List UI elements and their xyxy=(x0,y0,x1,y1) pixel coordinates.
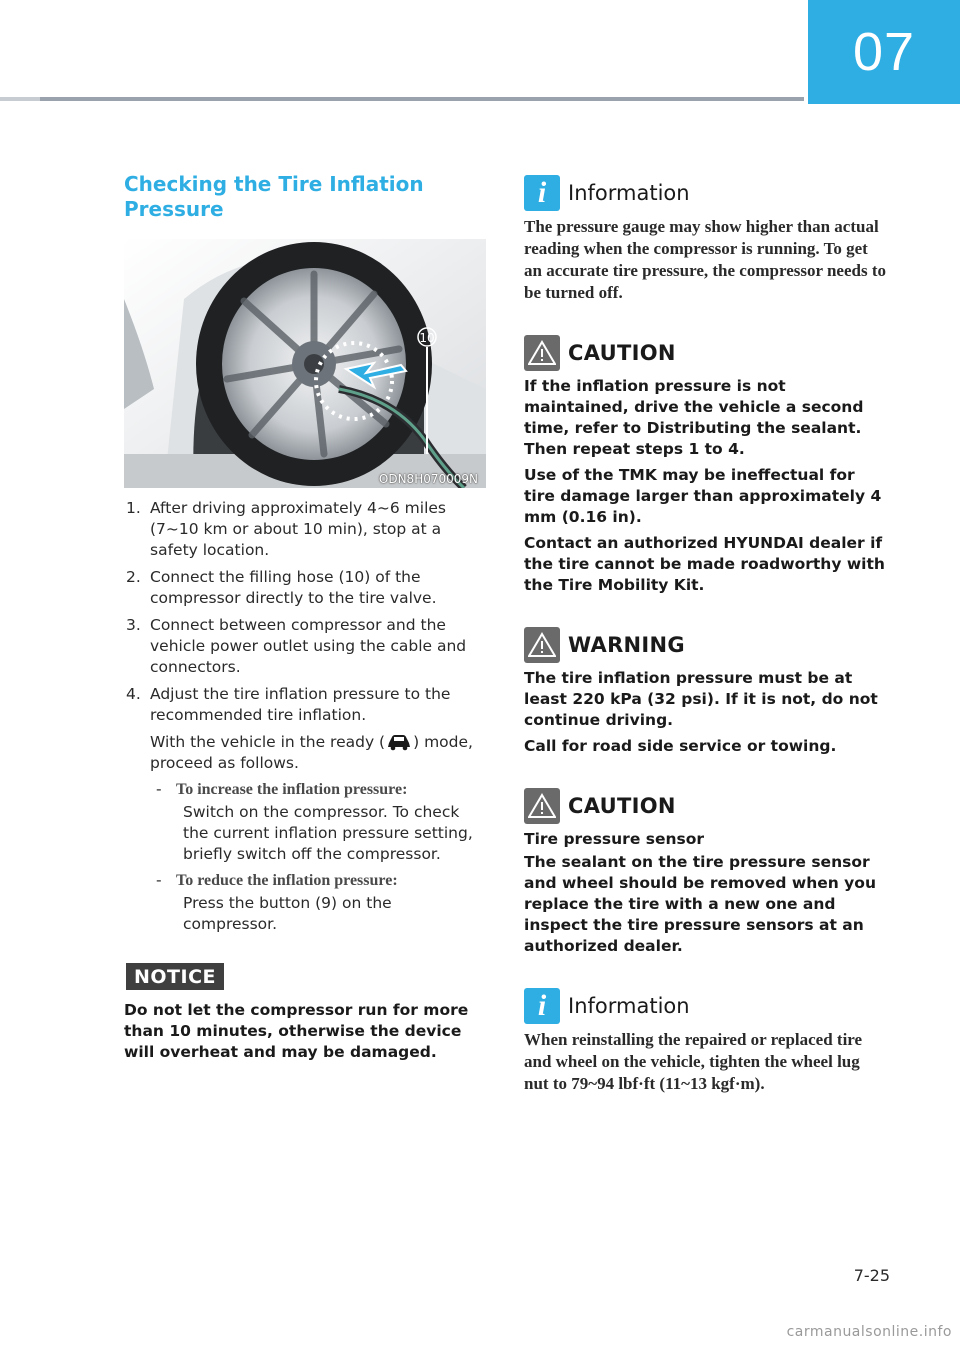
header-rule xyxy=(0,97,804,101)
step-number: 2. xyxy=(126,568,141,586)
chapter-tab: 07 xyxy=(808,0,960,104)
reduce-pressure-body: Press the button (9) on the compressor. xyxy=(183,894,392,933)
caution-paragraph: The sealant on the tire pressure sensor and wheel should be removed when you replace the tire with a new one and inspect the tire pressure sensors at an authorized dealer. xyxy=(524,853,876,955)
step-text: Connect between compressor and the vehicle power outlet using the cable and connectors. xyxy=(150,616,467,676)
caution-box-2 xyxy=(524,787,888,957)
information-title: Information xyxy=(568,181,690,205)
ready-mode-text-before: With the vehicle in the ready ( xyxy=(150,733,386,751)
vehicle-ready-icon xyxy=(386,733,412,751)
information-header xyxy=(524,987,888,1025)
right-column xyxy=(524,174,888,1125)
information-header xyxy=(524,174,888,212)
caution-paragraph: If the inflation pressure is not maintained, drive the vehicle a second time, refer to Distributing the sealant. Then repeat steps 1 to 4. xyxy=(524,377,864,458)
increase-pressure-item xyxy=(150,779,488,865)
reduce-pressure-title: To reduce the inflation pressure: xyxy=(176,872,398,889)
warning-paragraph: The tire inflation pressure must be at least 220 kPa (32 psi). If it is not, do not continue driving. xyxy=(524,669,878,729)
increase-pressure-title: To increase the inflation pressure: xyxy=(176,781,408,798)
dash-mark: - xyxy=(156,871,162,889)
information-box-2 xyxy=(524,987,888,1095)
warning-header xyxy=(524,626,888,664)
header-rule-accent xyxy=(0,97,40,101)
step-4 xyxy=(124,684,488,935)
caution-header xyxy=(524,334,888,372)
increase-pressure-body: Switch on the compressor. To check the current inflation pressure setting, briefly switch off the compressor. xyxy=(183,803,473,863)
caution-icon xyxy=(524,335,560,371)
warning-title: WARNING xyxy=(568,633,685,657)
caution-subtitle: Tire pressure sensor xyxy=(524,830,705,848)
step-text: After driving approximately 4~6 miles (7~10 km or about 10 min), stop at a safety location. xyxy=(150,499,447,559)
step-text: Adjust the tire inflation pressure to the recommended tire inflation. xyxy=(150,685,451,724)
step-3 xyxy=(124,615,488,678)
caution-paragraph: Contact an authorized HYUNDAI dealer if the tire cannot be made roadworthy with the Tire Mobility Kit. xyxy=(524,534,885,594)
caution-paragraph: Use of the TMK may be ineffectual for tire damage larger than approximately 4 mm (0.16 in). xyxy=(524,466,882,526)
information-icon: i xyxy=(524,175,560,211)
caution-box-1 xyxy=(524,334,888,596)
step-4-ready-mode xyxy=(150,732,488,774)
information-text: When reinstalling the repaired or replaced tire and wheel on the vehicle, tighten the wheel lug nut to 79~94 lbf·ft (11~13 kgf·m). xyxy=(524,1030,863,1093)
steps-list xyxy=(124,498,488,935)
watermark: carmanualsonline.info xyxy=(786,1324,952,1340)
caution-header xyxy=(524,787,888,825)
page-number: 7-25 xyxy=(853,1266,890,1285)
step-2 xyxy=(124,567,488,609)
dash-mark: - xyxy=(156,780,162,798)
notice-text: Do not let the compressor run for more than 10 minutes, otherwise the device will overheat and may be damaged. xyxy=(124,1001,469,1061)
step-number: 4. xyxy=(126,685,141,703)
step-text: Connect the filling hose (10) of the compressor directly to the tire valve. xyxy=(150,568,437,607)
figure-callout-number: 10 xyxy=(419,331,435,345)
warning-icon xyxy=(524,627,560,663)
figure-code: ODN8H070009N xyxy=(378,472,478,486)
information-text: The pressure gauge may show higher than actual reading when the compressor is running. To get an accurate tire pressure, the compressor needs to be turned off. xyxy=(524,217,886,302)
ready-mode-text-after: ) mode, proceed as follows. xyxy=(150,733,473,772)
step-number: 3. xyxy=(126,616,141,634)
caution-title: CAUTION xyxy=(568,341,676,365)
section-title: Checking the Tire Inflation Pressure xyxy=(124,172,424,221)
information-icon: i xyxy=(524,988,560,1024)
warning-box xyxy=(524,626,888,757)
step-1 xyxy=(124,498,488,561)
notice-badge: NOTICE xyxy=(126,963,224,990)
step-number: 1. xyxy=(126,499,141,517)
warning-paragraph: Call for road side service or towing. xyxy=(524,737,837,755)
left-column xyxy=(124,172,488,1063)
information-box-1 xyxy=(524,174,888,304)
caution-icon xyxy=(524,788,560,824)
information-title: Information xyxy=(568,994,690,1018)
tire-illustration xyxy=(124,239,486,488)
caution-title: CAUTION xyxy=(568,794,676,818)
tire-inflation-figure xyxy=(124,239,486,488)
reduce-pressure-item xyxy=(150,870,488,935)
